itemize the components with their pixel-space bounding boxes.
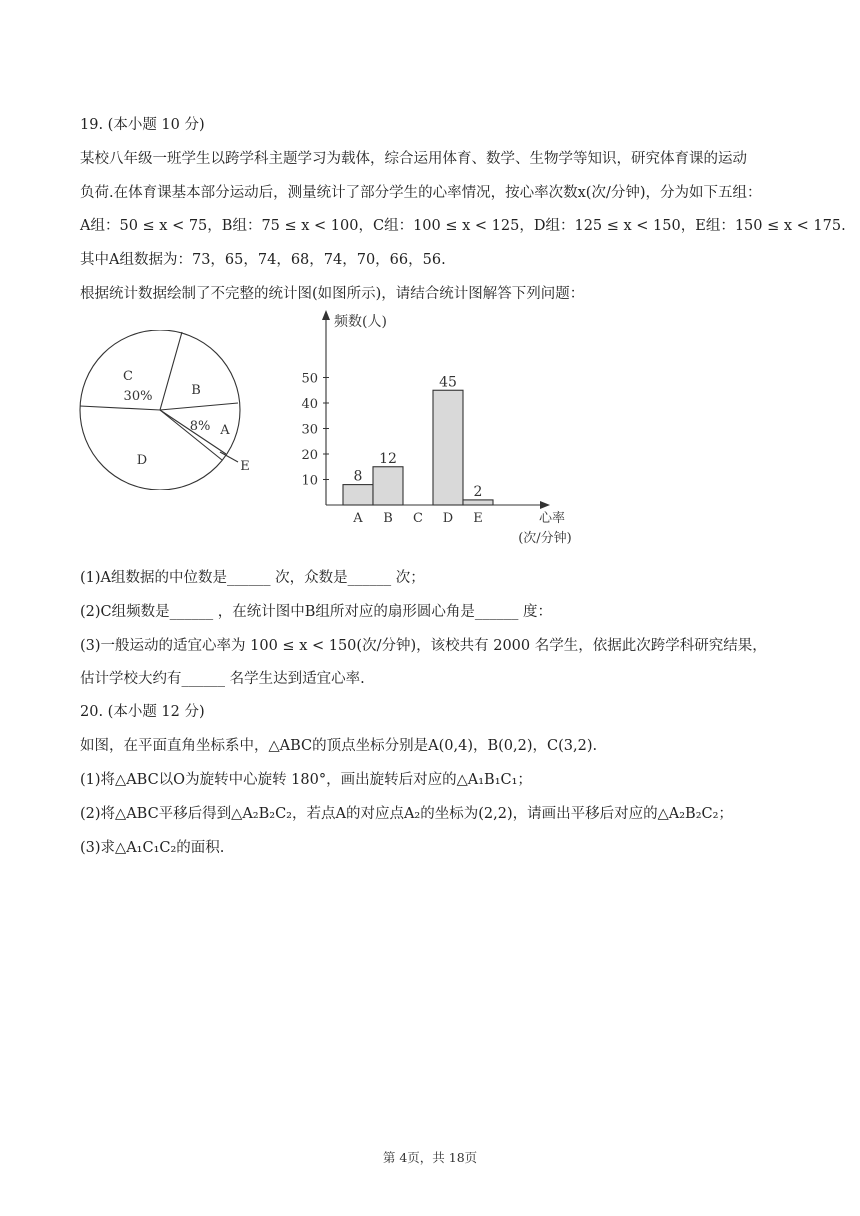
q19-paragraph-line-2: 负荷.在体育课基本部分运动后，测量统计了部分学生的心率情况，按心率次数x(次/分钟)，分为如下五组： xyxy=(80,185,762,201)
q20-sub-question-3: (3)求△A₁C₁C₂的面积. xyxy=(80,840,225,856)
pie-label-a-percent: 8% xyxy=(189,419,211,434)
data-label-d: 45 xyxy=(439,374,457,391)
y-tick-label: 10 xyxy=(301,473,318,489)
bar-d xyxy=(433,390,463,505)
bar-b xyxy=(373,467,403,505)
q19-sub-question-2: (2)C组频数是______ ，在统计图中B组所对应的扇形圆心角是______ 度： xyxy=(80,604,553,620)
q19-sub-question-1: (1)A组数据的中位数是______ 次，众数是______ 次； xyxy=(80,570,425,586)
q19-chart-intro: 根据统计数据绘制了不完整的统计图(如图所示)，请结合统计图解答下列问题： xyxy=(80,286,585,302)
category-label-c: C xyxy=(413,511,423,526)
pie-label-b: B xyxy=(191,383,201,398)
q20-heading: 20. (本小题 12 分) xyxy=(80,704,205,720)
category-label-b: B xyxy=(383,511,393,526)
category-label-e: E xyxy=(473,511,483,526)
y-tick-label: 50 xyxy=(301,371,318,387)
y-axis-label: 频数(人) xyxy=(334,314,387,330)
bar-a xyxy=(343,485,373,505)
q19-paragraph-line-1: 某校八年级一班学生以跨学科主题学习为载体，综合运用体育、数学、生物学等知识，研究体育课的运动 xyxy=(80,151,747,167)
q19-group-definitions: A组：50 ≤ x < 75，B组：75 ≤ x < 100，C组：100 ≤ x < 125，D组：125 ≤ x < 150，E组：150 ≤ x < 175. xyxy=(80,218,846,234)
pie-label-c: C xyxy=(123,369,133,384)
x-axis-label: 心率 xyxy=(538,511,566,526)
data-label-e: 2 xyxy=(473,483,483,500)
pie-divider-ba xyxy=(160,403,238,410)
y-tick-label: 20 xyxy=(301,448,318,463)
page-footer: 第 4页，共 18页 xyxy=(382,1150,478,1165)
q19-sub-question-3-line-1: (3)一般运动的适宜心率为 100 ≤ x < 150(次/分钟)，该校共有 2000 名学生，依据此次跨学科研究结果， xyxy=(80,638,767,654)
y-tick-label: 40 xyxy=(301,397,318,412)
q20-sub-question-2: (2)将△ABC平移后得到△A₂B₂C₂，若点A的对应点A₂的坐标为(2,2)，请画出平移后对应的△A₂B₂C₂； xyxy=(80,806,733,822)
data-label-a: 8 xyxy=(353,468,363,485)
data-label-b: 12 xyxy=(379,450,397,467)
q19-heading: 19. (本小题 10 分) xyxy=(80,117,205,133)
category-label-d: D xyxy=(442,511,454,526)
pie-label-e: E xyxy=(240,459,250,474)
q20-paragraph: 如图，在平面直角坐标系中，△ABC的顶点坐标分别是A(0,4)，B(0,2)，C(3,2). xyxy=(80,738,598,754)
category-label-a: A xyxy=(353,511,363,526)
bar-chart xyxy=(290,306,600,554)
y-tick-label: 30 xyxy=(301,422,318,438)
pie-chart xyxy=(70,330,270,490)
q20-sub-question-1: (1)将△ABC以O为旋转中心旋转 180°，画出旋转后对应的△A₁B₁C₁； xyxy=(80,772,532,788)
y-axis-arrow xyxy=(322,310,330,320)
pie-label-a: A xyxy=(220,423,230,438)
x-axis-unit: (次/分钟) xyxy=(518,531,572,546)
pie-label-c-percent: 30% xyxy=(123,389,153,404)
pie-label-d: D xyxy=(136,453,148,468)
q19-group-a-data: 其中A组数据为：73，65，74，68，74，70，66，56. xyxy=(80,252,446,268)
pie-divider-cd xyxy=(80,406,160,410)
x-axis-arrow xyxy=(540,501,550,509)
bar-e xyxy=(463,500,493,505)
pie-divider-ed xyxy=(160,410,222,460)
q19-sub-question-3-line-2: 估计学校大约有______ 名学生达到适宜心率. xyxy=(80,671,365,687)
pie-divider-cb xyxy=(160,332,182,410)
